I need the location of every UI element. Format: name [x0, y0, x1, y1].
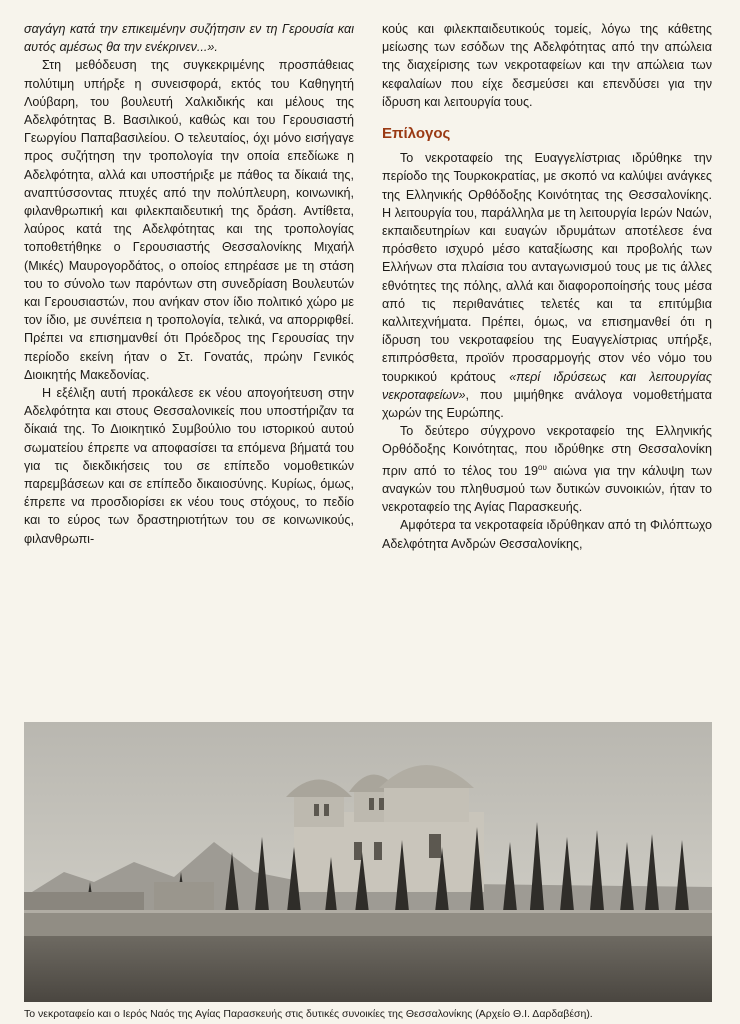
gate-house	[154, 882, 214, 912]
left-house	[24, 892, 144, 910]
text-run: Το δεύτερο σύγχρονο νεκροταφείο της Ελληνικής Ορθόδοξης Κοινότητας, που ιδρύθηκε στη Θεσσαλονίκη πριν από το τέλος του 19	[382, 424, 712, 478]
church-building	[286, 765, 484, 892]
law-title-quote: «περί ιδρύσεως και λειτουργίας νεκροταφείων»	[382, 369, 712, 402]
text-run: Το νεκροταφείο της Ευαγγελίστριας ιδρύθηκε την περίοδο της Τουρκοκρατίας, με σκοπό να καλύψει ανάγκες της Ελληνικής Ορθόδοξης Κοινότητας της Θεσσαλονίκης. Η λειτουργία του, παράλληλα με τη λειτουργία Ιερών Ναών, εκπαιδευτηρίων και ευαγών ιδρυμάτων αποτέλεσε ένα πρόσθετο ισχυρό μέσο καταξίωσης και προβολής των Ελλήνων στα πλαίσια του ανταγωνισμού τους με τις άλλες εθνότητες της πόλης, αλλά και διαφοροποίησής τους μέσα από τις περιθανάτιες τελετές και τα επιτύμβια καλλιτεχνήματα. Πρέπει, όμως, να επισημανθεί ότι η ίδρυση του νεκροταφείου της Ευαγγελίστριας υπήρξε, επιπρόσθετα, προϊόν προσαρμογής στον νέο νόμο του τουρκικού κράτους	[382, 151, 712, 384]
foreground-field	[24, 936, 712, 1002]
cemetery-wall	[24, 910, 712, 936]
right-paragraph-2	[382, 149, 712, 422]
ordinal-superscript: ου	[538, 462, 547, 472]
left-paragraph-3: Η εξέλιξη αυτή προκάλεσε εκ νέου απογοήτευση στην Αδελφότητα και στους Θεσσαλονικείς που υποστήριζαν τα δίκαιά της. Το Διοικητικό Συμβούλιο του ιστορικού αυτού σωματείου έπρεπε να αποφασίσει τα επόμενα βήματά του για τις διεκδικήσεις του σε επίπεδο νομοθετικών παρεμβάσεων και σε επίπεδο δικαιοσύνης. Κυρίως, όμως, έπρεπε να προσδιορίσει εκ νέου τους στόχους, το πεδίο και το εύρος των δραστηριοτήτων του σε κοινωνικούς, φιλανθρωπι-	[24, 386, 354, 546]
right-column	[382, 20, 712, 553]
right-paragraph-4: Αμφότερα τα νεκροταφεία ιδρύθηκαν από τη Φιλόπτωχο Αδελφότητα Ανδρών Θεσσαλονίκης,	[382, 518, 712, 551]
text-run: , που μιμήθηκε ανάλογα νομοθετήματα χωρών της Ευρώπης.	[382, 387, 712, 421]
photo-illustration	[24, 722, 712, 1002]
right-paragraph-3	[382, 422, 712, 516]
photo-caption: Το νεκροταφείο και ο Ιερός Ναός της Αγίας Παρασκευής στις δυτικές συνοικίες της Θεσσαλονίκης (Αρχείο Θ.Ι. Δαρδαβέση).	[24, 1008, 593, 1020]
wall-top	[24, 910, 712, 913]
section-heading-epilogue: Επίλογος	[382, 125, 451, 143]
quote-continuation: σαγάγη κατά την επικειμένην συζήτησιν εν τη Γερουσία και αυτός αμέσως θα την ενέκρινεν...».	[24, 22, 354, 55]
left-paragraph-1	[24, 20, 354, 56]
text-run: αιώνα για την κάλυψη των αναγκών του πληθυσμού των δυτικών συνοικιών, ήταν το νεκροταφείο της Αγίας Παρασκευής.	[382, 463, 712, 515]
cemetery-church-photo	[24, 722, 712, 1002]
left-column	[24, 20, 354, 548]
left-paragraph-2: Στη μεθόδευση της συγκεκριμένης προσπάθειας πολύτιμη υπήρξε η συνεισφορά, εκτός του Καθηγητή Λούβαρη, του βουλευτή Χαλκιδικής και μέλους της Αδελφότητας Β. Βασιλικού, καθώς και του Γερουσιαστή Γεωργίου Παπαβασιλείου. Ο τελευταίος, όχι μόνο εισήγαγε προς συζήτηση την τροπολογία την οποία επεδίωκε η Αδελφότητα, αλλά και υποστήριξε με πάθος τα δίκαιά της, αναπτύσσοντας πτυχές από την πολύπλευρη, κοινωνική, φιλανθρωπική και φιλεκπαιδευτική της δράση. Αντίθετα, λαύρος κατά της Αδελφότητας και της τροπολογίας τοποθετήθηκε ο Γερουσιαστής Θεσσαλονίκης Μιχαήλ (Μικές) Μαυρογορδάτος, ο οποίος επηρέασε με τη στάση του το σύνολο των παρόντων στη συνεδρίαση Βουλευτών και Γερουσιαστών, που ανήκαν στον ίδιο πολιτικό χώρο με τον ίδιο, με συνέπεια η τροπολογία, τελικά, να απορριφθεί. Πρέπει να επισημανθεί ότι Πρόεδρος της Γερουσίας την περίοδο εκείνη ήταν ο Στ. Γονατάς, πρώην Γενικός Διοικητής Μακεδονίας.	[24, 58, 354, 382]
right-paragraph-1: κούς και φιλεκπαιδευτικούς τομείς, λόγω της κάθετης μείωσης των εσόδων της Αδελφότητας από την απώλεια της διαχείρισης των νεκροταφείων και την απώλεια των κεφαλαίων που είχε δεσμεύσει και επενδύσει για την ίδρυση και λειτουργία τους.	[382, 22, 712, 109]
